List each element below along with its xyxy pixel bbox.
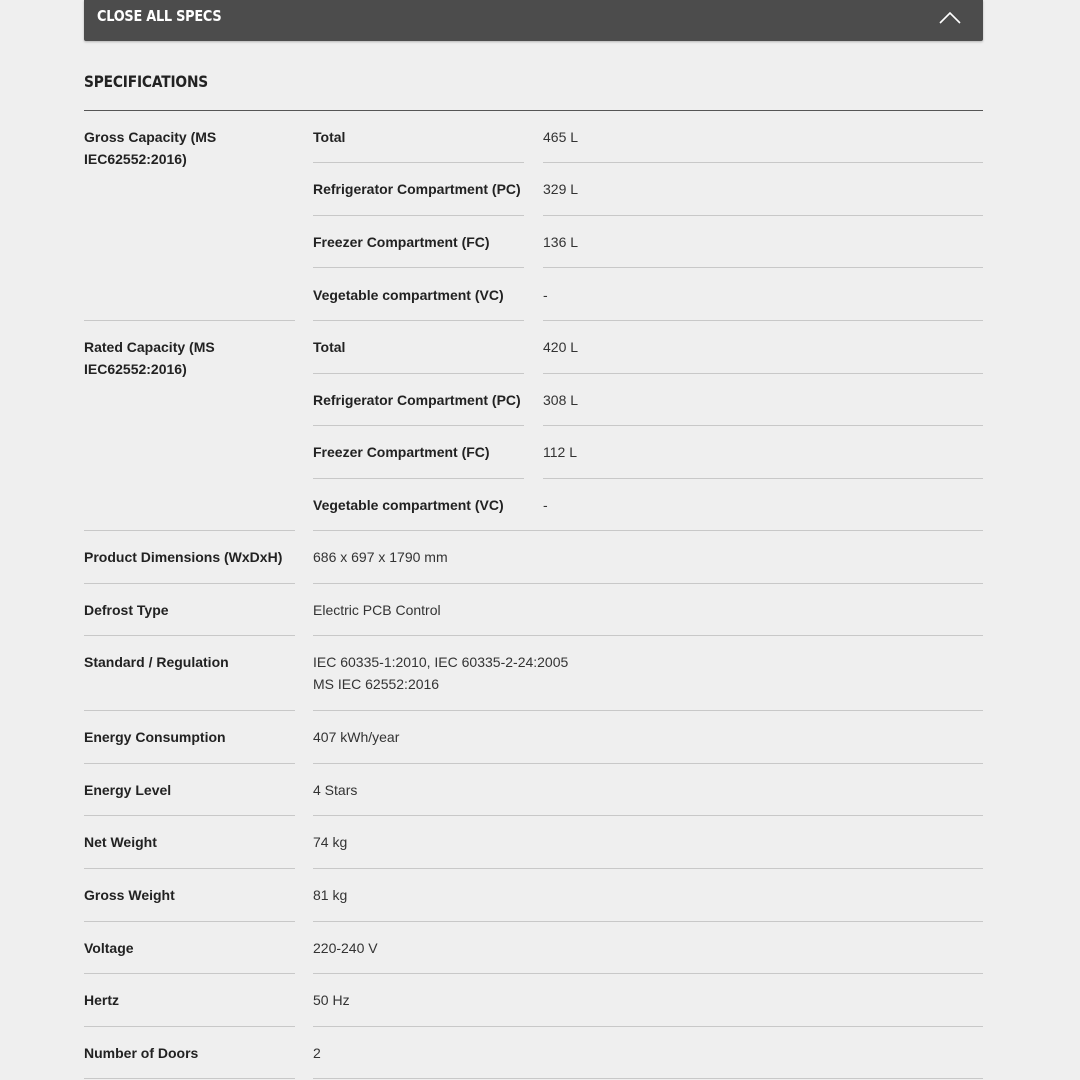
row-divider: [313, 530, 983, 531]
spec-value-energy-level: 4 Stars: [313, 782, 358, 798]
row-divider: [84, 320, 295, 321]
spec-row-label: Total: [313, 339, 346, 355]
spec-value-net-weight: 74 kg: [313, 834, 348, 850]
spec-value-gross-weight: 81 kg: [313, 887, 348, 903]
row-divider: [84, 635, 295, 636]
row-divider: [313, 425, 524, 426]
spec-label-number-of-doors: Number of Doors: [84, 1045, 199, 1061]
close-all-specs-button[interactable]: [84, 0, 983, 41]
spec-row-value: 136 L: [543, 234, 579, 250]
spec-value-energy-consumption: 407 kWh/year: [313, 729, 400, 745]
row-divider: [84, 1078, 295, 1079]
row-divider: [313, 710, 983, 711]
row-divider: [313, 815, 983, 816]
row-divider: [543, 267, 983, 268]
row-divider: [313, 1026, 983, 1027]
spec-row-value: -: [543, 287, 548, 303]
spec-row-value: 329 L: [543, 181, 579, 197]
spec-label-product-dimensions: Product Dimensions (WxDxH): [84, 549, 283, 565]
row-divider: [543, 425, 983, 426]
close-all-specs-label: CLOSE ALL SPECS: [97, 7, 222, 25]
section-title: SPECIFICATIONS: [84, 72, 209, 91]
spec-row-value: -: [543, 497, 548, 513]
spec-value-standard-regulation-line2: MS IEC 62552:2016: [313, 676, 440, 692]
spec-row-value: 465 L: [543, 129, 579, 145]
spec-value-hertz: 50 Hz: [313, 992, 350, 1008]
spec-label-gross-weight: Gross Weight: [84, 887, 175, 903]
spec-row-label: Freezer Compartment (FC): [313, 234, 490, 250]
spec-row-label: Vegetable compartment (VC): [313, 287, 504, 303]
row-divider: [84, 710, 295, 711]
spec-label-energy-level: Energy Level: [84, 782, 172, 798]
spec-value-defrost-type: Electric PCB Control: [313, 602, 441, 618]
row-divider: [313, 215, 524, 216]
row-divider: [313, 635, 983, 636]
spec-label-energy-consumption: Energy Consumption: [84, 729, 226, 745]
spec-value-standard-regulation: IEC 60335-1:2010, IEC 60335-2-24:2005: [313, 654, 569, 670]
spec-label-hertz: Hertz: [84, 992, 120, 1008]
spec-row-value: 308 L: [543, 392, 579, 408]
row-divider: [313, 320, 524, 321]
spec-label-voltage: Voltage: [84, 940, 134, 956]
row-divider: [84, 921, 295, 922]
spec-row-label: Refrigerator Compartment (PC): [313, 181, 521, 197]
spec-row-value: 112 L: [543, 444, 577, 460]
row-divider: [313, 868, 983, 869]
chevron-up-icon: [938, 11, 962, 25]
row-divider: [84, 1026, 295, 1027]
spec-label-net-weight: Net Weight: [84, 834, 157, 850]
spec-row-label: Freezer Compartment (FC): [313, 444, 490, 460]
row-divider: [313, 1078, 983, 1079]
row-divider: [313, 921, 983, 922]
row-divider: [313, 478, 524, 479]
row-divider: [543, 162, 983, 163]
row-divider: [84, 815, 295, 816]
spec-label-standard-regulation: Standard / Regulation: [84, 654, 229, 670]
row-divider: [313, 373, 524, 374]
spec-value-voltage: 220-240 V: [313, 940, 378, 956]
row-divider: [313, 267, 524, 268]
row-divider: [543, 478, 983, 479]
row-divider: [313, 973, 983, 974]
spec-label-defrost-type: Defrost Type: [84, 602, 169, 618]
spec-value-number-of-doors: 2: [313, 1045, 321, 1061]
spec-row-label: Vegetable compartment (VC): [313, 497, 504, 513]
row-divider: [84, 868, 295, 869]
group-label-rated-capacity: Rated Capacity (MS IEC62552:2016): [84, 339, 215, 377]
spec-row-label: Refrigerator Compartment (PC): [313, 392, 521, 408]
spec-row-label: Total: [313, 129, 346, 145]
spec-value-product-dimensions: 686 x 697 x 1790 mm: [313, 549, 448, 565]
row-divider: [84, 973, 295, 974]
row-divider: [313, 162, 524, 163]
row-divider: [313, 763, 983, 764]
row-divider: [543, 320, 983, 321]
row-divider: [543, 215, 983, 216]
row-divider: [313, 583, 983, 584]
section-title-divider: [84, 110, 983, 111]
row-divider: [84, 763, 295, 764]
spec-row-value: 420 L: [543, 339, 579, 355]
row-divider: [543, 373, 983, 374]
row-divider: [84, 583, 295, 584]
group-label-gross-capacity: Gross Capacity (MS IEC62552:2016): [84, 129, 217, 167]
row-divider: [84, 530, 295, 531]
